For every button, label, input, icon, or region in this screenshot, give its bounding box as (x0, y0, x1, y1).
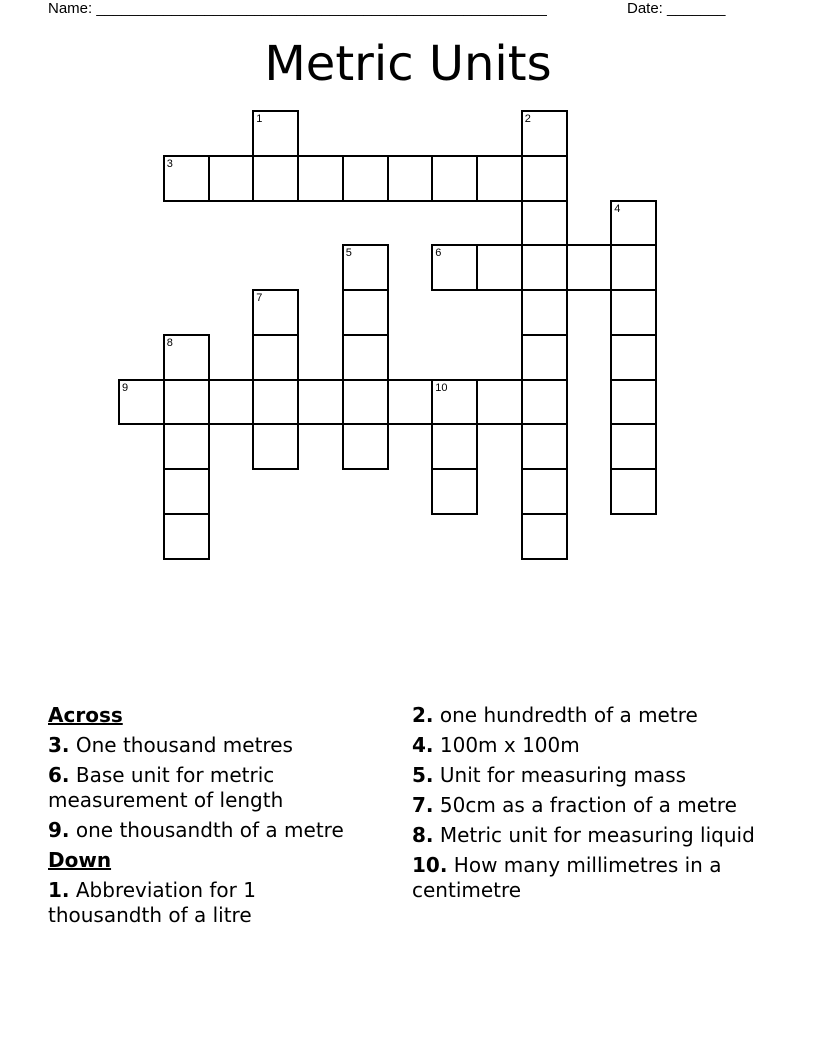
date-field[interactable]: Date: _______ (627, 0, 726, 17)
grid-cell[interactable] (208, 155, 255, 202)
clue-number: 8. (412, 823, 434, 847)
grid-cell[interactable] (163, 423, 210, 470)
grid-cell[interactable] (610, 200, 657, 247)
grid-cell[interactable] (521, 244, 568, 291)
grid-cell[interactable] (342, 155, 389, 202)
down-heading: Down (48, 848, 112, 872)
clue-text: Abbreviation for 1 thousandth of a litre (48, 878, 256, 927)
clue-down-8 (412, 823, 762, 848)
grid-cell[interactable] (610, 289, 657, 336)
clues-right-column (412, 703, 762, 908)
grid-cell[interactable] (431, 468, 478, 515)
clue-number: 1. (48, 878, 70, 902)
cell-number: 9 (122, 381, 129, 394)
grid-cell[interactable] (387, 155, 434, 202)
clue-number: 5. (412, 763, 434, 787)
grid-cell[interactable] (342, 334, 389, 381)
grid-cell[interactable] (521, 110, 568, 157)
across-heading: Across (48, 703, 123, 727)
grid-cell[interactable] (610, 334, 657, 381)
cell-number: 7 (256, 292, 263, 304)
grid-cell[interactable] (610, 423, 657, 470)
clue-text: 50cm as a fraction of a metre (439, 793, 737, 817)
grid-cell[interactable] (387, 379, 434, 426)
grid-cell[interactable] (342, 423, 389, 470)
clue-text: 100m x 100m (439, 733, 580, 757)
cell-number: 1 (256, 113, 263, 125)
cell-number: 2 (524, 113, 531, 125)
clue-number: 4. (412, 733, 434, 757)
clue-number: 3. (48, 733, 70, 757)
grid-cell[interactable] (252, 423, 299, 470)
cell-number: 5 (345, 247, 352, 260)
clue-text: How many millimetres in a centimetre (412, 853, 722, 902)
clue-text: Unit for measuring mass (439, 763, 687, 787)
grid-cell[interactable] (163, 334, 210, 381)
grid-cell[interactable] (610, 244, 657, 291)
grid-cell[interactable] (566, 244, 613, 291)
grid-cell[interactable] (431, 379, 478, 426)
clue-across-9 (48, 818, 348, 843)
grid-cell[interactable] (342, 244, 389, 291)
cell-number: 4 (614, 202, 621, 215)
grid-cell[interactable] (476, 155, 523, 202)
grid-cell[interactable] (521, 334, 568, 381)
clue-down-4 (412, 733, 762, 758)
clues-left-column (48, 703, 348, 933)
clue-text: One thousand metres (75, 733, 293, 757)
clue-down-7 (412, 793, 762, 818)
grid-cell[interactable] (297, 379, 344, 426)
grid-cell[interactable] (521, 379, 568, 426)
clue-down-10 (412, 853, 762, 903)
grid-cell[interactable] (431, 423, 478, 470)
grid-cell[interactable] (163, 468, 210, 515)
page-title: Metric Units (264, 36, 552, 92)
clue-down-5 (412, 763, 762, 788)
grid-cell[interactable] (521, 155, 568, 202)
cell-number: 10 (435, 381, 448, 394)
clue-across-6 (48, 763, 348, 813)
grid-cell[interactable] (342, 379, 389, 426)
grid-cell[interactable] (521, 513, 568, 560)
grid-cell[interactable] (252, 110, 299, 157)
clue-number: 6. (48, 763, 70, 787)
grid-cell[interactable] (476, 379, 523, 426)
grid-cell[interactable] (610, 468, 657, 515)
grid-cell[interactable] (252, 334, 299, 381)
clue-text: Base unit for metric measurement of length (48, 763, 284, 812)
grid-cell[interactable] (431, 244, 478, 291)
grid-cell[interactable] (297, 155, 344, 202)
grid-cell[interactable] (521, 468, 568, 515)
clue-down-1 (48, 878, 348, 928)
cell-number: 3 (166, 157, 173, 170)
grid-cell[interactable] (252, 155, 299, 202)
grid-cell[interactable] (521, 200, 568, 247)
grid-cell[interactable] (521, 423, 568, 470)
cell-number: 8 (166, 336, 173, 349)
grid-cell[interactable] (476, 244, 523, 291)
clue-text: Metric unit for measuring liquid (439, 823, 755, 847)
grid-cell[interactable] (163, 155, 210, 202)
grid-cell[interactable] (521, 289, 568, 336)
clue-number: 9. (48, 818, 70, 842)
grid-cell[interactable] (163, 513, 210, 560)
grid-cell[interactable] (118, 379, 165, 426)
grid-cell[interactable] (252, 379, 299, 426)
clue-down-2 (412, 703, 762, 728)
grid-cell[interactable] (610, 379, 657, 426)
clue-text: one thousandth of a metre (75, 818, 344, 842)
clue-number: 7. (412, 793, 434, 817)
grid-cell[interactable] (208, 379, 255, 426)
grid-cell[interactable] (252, 289, 299, 336)
clue-number: 2. (412, 703, 434, 727)
clue-text: one hundredth of a metre (439, 703, 698, 727)
clue-number: 10. (412, 853, 448, 877)
grid-cell[interactable] (342, 289, 389, 336)
grid-cell[interactable] (431, 155, 478, 202)
grid-cell[interactable] (163, 379, 210, 426)
clue-across-3 (48, 733, 348, 758)
cell-number: 6 (435, 247, 442, 260)
name-field[interactable]: Name: ______________________________________________________ (48, 0, 547, 17)
